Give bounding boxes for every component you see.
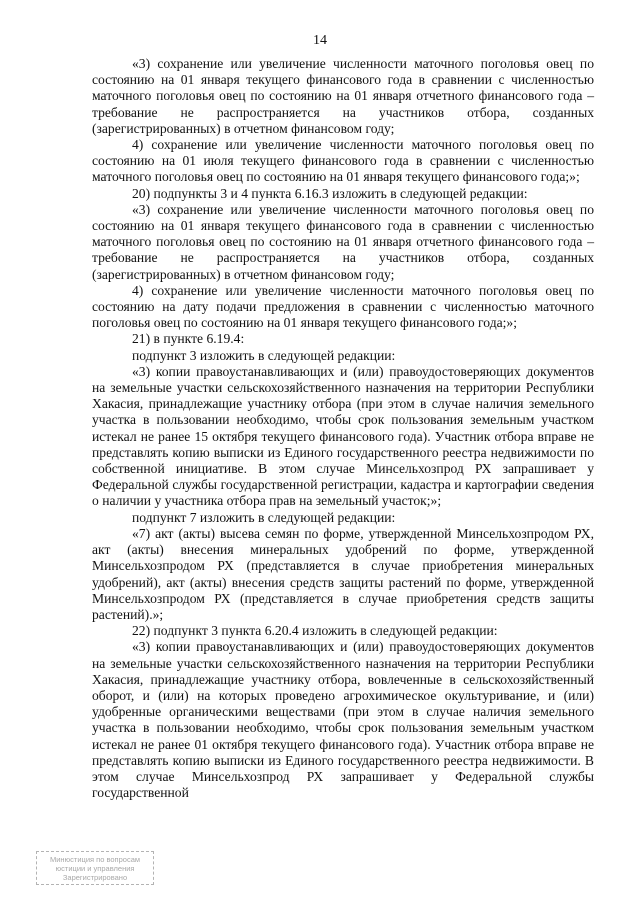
paragraph: 4) сохранение или увеличение численности маточного поголовья овец по состоянию на 01 июля текущего финансового года в сравнении с численностью маточного поголовья овец по состоянию на 01 января текущего финансового года;»; xyxy=(92,137,594,185)
paragraph: 4) сохранение или увеличение численности маточного поголовья овец по состоянию на дату подачи предложения в сравнении с численностью маточного поголовья овец по состоянию на 01 января текущего финансового года;»; xyxy=(92,282,594,331)
paragraph: 21) в пункте 6.19.4: xyxy=(132,331,245,347)
paragraph: «3) копии правоустанавливающих и (или) правоудостоверяющих документов на земельные участки сельскохозяйственного назначения на территории Республики Хакасия, принадлежащие участнику отбора (при этом в случае наличия земельного участка в пользовании необходимо, чтобы срок пользования земельным участком истекал не ранее 15 октября текущего финансового года). Участник отбора вправе не представлять копию выписки из Единого государственного реестра недвижимости по собственной инициативе. В этом случае Минсельхозпрод РХ запрашивает у Федеральной службы государственной регистрации, кадастра и картографии сведения о наличии у участника отбора прав на земельный участок;»; xyxy=(92,363,594,509)
stamp-line: Минюстиция по вопросам xyxy=(49,855,141,864)
page-number: 14 xyxy=(313,33,327,48)
paragraph: подпункт 7 изложить в следующей редакции: xyxy=(132,509,396,525)
stamp-line: Зарегистрировано xyxy=(62,873,128,882)
paragraph: 20) подпункты 3 и 4 пункта 6.16.3 изложить в следующей редакции: xyxy=(132,185,528,201)
document-body xyxy=(92,56,594,801)
paragraph: «3) сохранение или увеличение численности маточного поголовья овец по состоянию на 01 января текущего финансового года в сравнении с численностью маточного поголовья овец по состоянию на 01 января отчетного финансового года – требование не распространяется на участников отбора, созданных (зарегистрированных) в отчетном финансовом году; xyxy=(92,56,594,136)
stamp-line: юстиции и управления xyxy=(55,864,135,873)
paragraph: «3) копии правоустанавливающих и (или) правоудостоверяющих документов на земельные участки сельскохозяйственного назначения на территории Республики Хакасия, принадлежащие участнику отбора, вовлеченные в сельскохозяйственный оборот, и (или) на которых проведено агрохимическое окультуривание, и (или) удобренные органическими веществами (при этом в случае наличия земельного участка в пользовании необходимо, чтобы срок пользования земельным участком истекал не ранее 01 октября текущего финансового года). Участник отбора вправе не представлять копию выписки из Единого государственного реестра недвижимости. В этом случае Минсельхозпрод РХ запрашивает у Федеральной службы государственной xyxy=(92,639,594,801)
paragraph: 22) подпункт 3 пункта 6.20.4 изложить в следующей редакции: xyxy=(132,623,498,639)
paragraph: подпункт 3 изложить в следующей редакции: xyxy=(132,347,396,363)
registration-stamp xyxy=(36,851,154,885)
paragraph: «7) акт (акты) высева семян по форме, утвержденной Минсельхозпродом РХ, акт (акты) внесения минеральных удобрений по форме, утвержденной Минсельхозпродом РХ (представляется в случае приобретения минеральных удобрений), акт (акты) внесения средств защиты растений по форме, утвержденной Минсельхозпродом РХ (представляется в случае приобретения средств защиты растений).»; xyxy=(92,525,594,622)
paragraph: «3) сохранение или увеличение численности маточного поголовья овец по состоянию на 01 января текущего финансового года в сравнении с численностью маточного поголовья овец по состоянию на 01 января отчетного финансового года – требование не распространяется на участников отбора, созданных (зарегистрированных) в отчетном финансовом году; xyxy=(92,201,594,282)
